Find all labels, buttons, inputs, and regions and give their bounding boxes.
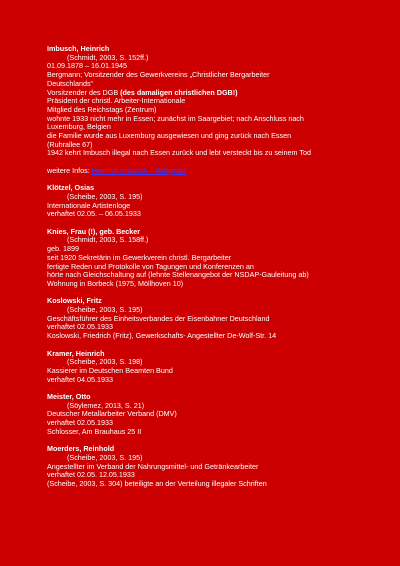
text-line: Geschäftsführer des Einheitsverbandes der Eisenbahner Deutschland — [47, 313, 270, 323]
document-page — [47, 45, 382, 497]
source-citation: (Schmidt, 2003, S. 152ff.) — [67, 52, 149, 62]
person-entry-kramer — [47, 350, 382, 385]
text-line: hörte nach Gleichschaltung auf (lehnte Stellenangebot der NSDAP-Gauleitung ab) — [47, 270, 309, 280]
person-entry-koslowski — [47, 297, 382, 341]
more-info-line — [47, 167, 382, 176]
text-line: Deutscher Metallarbeiter Verband (DMV) — [47, 409, 177, 419]
text-line: Mitglied des Reichstags (Zentrum) — [47, 104, 157, 114]
wikipedia-link[interactable]: Heinrich Imbusch – Wikipedia — [91, 165, 187, 175]
source-citation: (Schmidt, 2003, S. 158ff.) — [67, 235, 149, 245]
person-name: Kramer, Heinrich — [47, 348, 105, 358]
text-line: Wohnung in Borbeck (1975, Möllhoven 10) — [47, 278, 184, 288]
person-name: Knies, Frau (!), geb. Becker — [47, 226, 141, 236]
person-entry-moerders — [47, 445, 382, 489]
dgb-prefix: Vorsitzender des DGB — [47, 87, 121, 97]
text-line: verhaftet 02.05. 12.05.1933 — [47, 470, 135, 480]
text-line: Internationale Artistenloge — [47, 200, 131, 210]
text-line: Schlosser, Am Brauhaus 25 II — [47, 426, 142, 436]
person-entry-imbusch — [47, 45, 382, 158]
person-name: Klötzel, Osias — [47, 183, 95, 193]
text-line: verhaftet 04.05.1933 — [47, 374, 113, 384]
text-line: Deutschlands“ — [47, 78, 93, 88]
person-entry-kloetzel — [47, 184, 382, 219]
source-citation: (Söylemez, 2013, S. 21) — [67, 400, 145, 410]
text-line: seit 1920 Sekretärin im Gewerkverein christl. Bergarbeiter — [47, 252, 232, 262]
text-line: Präsident der christl. Arbeiter-Internationale — [47, 96, 186, 106]
source-citation: (Scheibe, 2003, S. 195) — [67, 305, 143, 315]
person-name: Moerders, Reinhold — [47, 444, 115, 454]
source-citation: (Scheibe, 2003, S. 198) — [67, 357, 143, 367]
text-line: verhaftet 02.05. – 06.05.1933 — [47, 209, 141, 219]
text-line: (Scheibe, 2003, S. 304) beteiligte an der Verteilung illegaler Schriften — [47, 479, 267, 489]
text-line: verhaftet 02.05.1933 — [47, 418, 113, 428]
dgb-note: (des damaligen christlichen DGB!) — [120, 87, 238, 97]
text-line: geb. 1899 — [47, 244, 79, 254]
text-line: Luxemburg, Belgien — [47, 122, 111, 132]
person-name: Koslowski, Fritz — [47, 296, 102, 306]
text-line: die Familie wurde aus Luxemburg ausgewiesen und ging zurück nach Essen — [47, 131, 292, 141]
person-name: Meister, Otto — [47, 392, 91, 402]
text-line: 01.09.1878 – 16.01.1945 — [47, 61, 127, 71]
text-line: 1942 kehrt Imbusch illegal nach Essen zurück und lebt versteckt bis zu seinem Tod — [47, 148, 311, 158]
text-line: Koslowski, Friedrich (Fritz), Gewerkschafts- Angestellter De-Wolf-Str. 14 — [47, 331, 277, 341]
text-line: Bergmann; Vorsitzender des Gewerkvereins „Christlicher Bergarbeiter — [47, 70, 270, 80]
text-line: fertigte Reden und Protokolle von Tagungen und Konferenzen an — [47, 261, 254, 271]
text-line: wohnte 1933 nicht mehr in Essen; zunächst im Saargebiet; nach Anschluss nach — [47, 113, 304, 123]
more-info-label: weitere Infos: — [47, 165, 92, 175]
person-entry-knies — [47, 228, 382, 289]
text-line: (Ruhrallee 67) — [47, 139, 93, 149]
source-citation: (Scheibe, 2003, S. 195) — [67, 191, 143, 201]
person-entry-meister — [47, 393, 382, 437]
text-line: verhaftet 02.05.1933 — [47, 322, 113, 332]
text-line: Kassierer im Deutschen Beamten Bund — [47, 365, 173, 375]
source-citation: (Scheibe, 2003, S. 195) — [67, 452, 143, 462]
person-name: Imbusch, Heinrich — [47, 44, 110, 53]
text-line: Angestellter im Verband der Nahrungsmittel- und Getränkearbeiter — [47, 461, 259, 471]
